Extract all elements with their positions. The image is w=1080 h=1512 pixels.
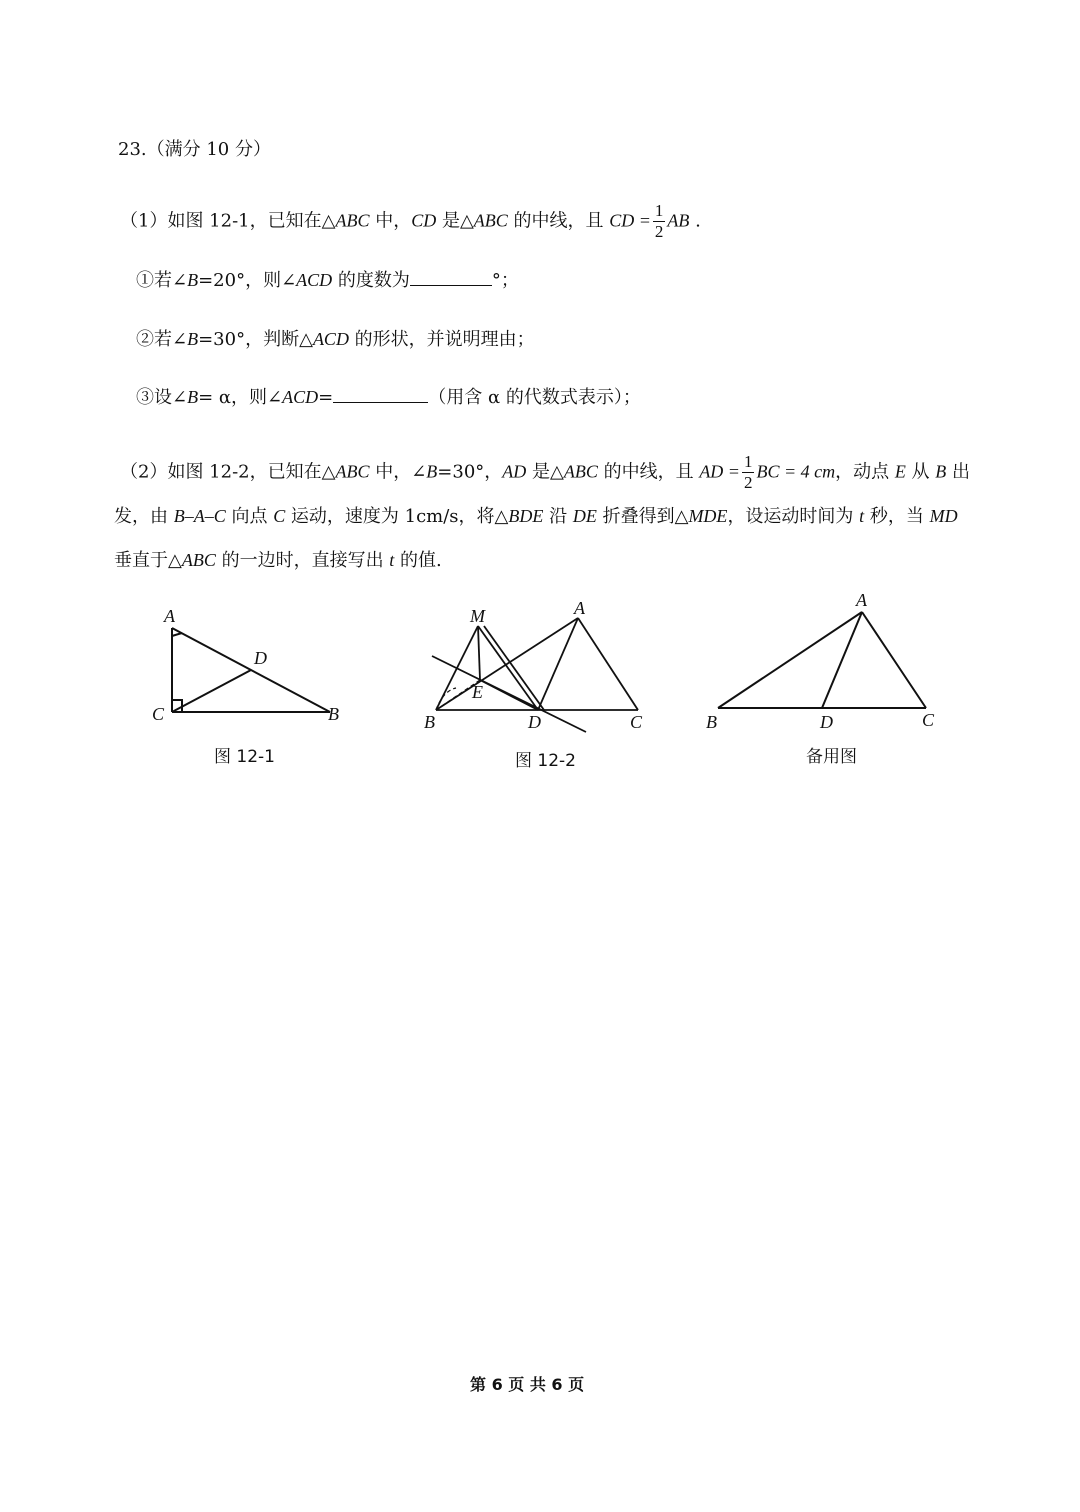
caption-12-2: 图 12-2 <box>515 751 576 771</box>
triangle-acd: ACD <box>312 329 349 349</box>
text-seg: 中，∠ <box>369 461 427 483</box>
segment-de: DE <box>572 506 597 526</box>
fraction-denominator: 2 <box>743 473 753 492</box>
text-seg: ①若∠ <box>136 270 188 291</box>
text-seg: 的度数为 <box>332 270 410 291</box>
var-t: t <box>389 550 395 570</box>
text-seg: （1）如图 12-1，已知在△ <box>120 210 336 232</box>
triangle-abc: ABC <box>335 461 370 482</box>
part1-intro <box>120 201 701 242</box>
text-seg: . <box>689 210 701 232</box>
var-t: t <box>859 506 865 526</box>
var-b: B <box>187 387 199 407</box>
fold-line <box>432 656 586 732</box>
caption-12-1: 图 12-1 <box>214 747 275 767</box>
triangle-bde: BDE <box>508 506 544 526</box>
segment-cd: CD <box>411 210 437 231</box>
var-e: E <box>894 461 906 482</box>
text-seg: 垂直于△ <box>114 550 182 571</box>
angle-acd: ACD <box>296 270 333 290</box>
text-seg: 向点 <box>225 506 274 527</box>
side-ba <box>718 612 862 708</box>
label-c: C <box>152 704 165 724</box>
var-c: C <box>273 506 286 526</box>
label-d: D <box>820 712 833 732</box>
text-seg: 沿 <box>543 506 573 527</box>
triangle-abc: ABC <box>335 210 370 231</box>
answer-blank-1[interactable] <box>410 285 492 286</box>
text-seg: （2）如图 12-2，已知在△ <box>120 461 336 483</box>
label-a: A <box>574 598 585 618</box>
var-b: B <box>935 461 947 482</box>
segment-md <box>478 626 538 710</box>
var-b: B <box>426 461 438 482</box>
sub-question-1 <box>136 268 519 293</box>
figure-12-2 <box>418 596 658 738</box>
segment-me <box>478 626 480 680</box>
fraction-numerator: 1 <box>743 452 753 471</box>
angle-acd: ACD <box>282 387 319 407</box>
label-m: M <box>470 606 485 626</box>
sub-question-2 <box>136 327 535 352</box>
path-bac: B–A–C <box>173 506 226 526</box>
text-seg: °； <box>491 270 519 291</box>
triangle-abc: ABC <box>563 461 598 482</box>
text-seg: 折叠得到△ <box>596 506 689 527</box>
side-ac <box>578 618 638 710</box>
segment-ab: AB <box>667 210 690 231</box>
triangle-abc: ABC <box>473 210 508 231</box>
text-seg: 从 <box>905 461 936 483</box>
fraction-half <box>742 452 755 493</box>
text-seg: =30°，判断△ <box>198 329 313 350</box>
text-seg: ，设运动时间为 <box>727 506 860 527</box>
text-seg: 发，由 <box>114 506 174 527</box>
figure-spare <box>700 590 945 735</box>
text-seg: =30°， <box>437 461 503 483</box>
label-d: D <box>254 648 267 668</box>
text-seg: 是△ <box>436 210 474 232</box>
text-seg: = <box>318 387 334 408</box>
label-c: C <box>922 710 935 730</box>
part2-line-3 <box>114 548 442 573</box>
side-ac <box>862 612 926 708</box>
text-seg: 运动，速度为 1cm/s，将△ <box>285 506 509 527</box>
question-header: 23.（满分 10 分） <box>118 139 271 160</box>
label-b: B <box>424 712 435 732</box>
text-seg: 中， <box>369 210 412 232</box>
text-seg: ②若∠ <box>136 329 188 350</box>
label-a: A <box>856 590 867 610</box>
label-b: B <box>706 712 717 732</box>
median-cd <box>172 670 251 712</box>
label-e: E <box>472 682 483 702</box>
fraction-half <box>653 201 666 242</box>
text-seg: （用含 α 的代数式表示）； <box>428 387 641 408</box>
text-seg: 的一边时，直接写出 <box>215 550 390 571</box>
answer-blank-2[interactable] <box>333 402 428 403</box>
side-ba <box>436 618 578 710</box>
label-b: B <box>328 704 339 724</box>
figure-12-1 <box>140 598 370 738</box>
page-footer: 第 6 页 共 6 页 <box>470 1375 585 1394</box>
text-seg: ③设∠ <box>136 387 188 408</box>
triangle-abc: ABC <box>181 550 216 570</box>
cd-equals: CD = <box>609 210 651 231</box>
text-seg: 出 <box>946 461 971 483</box>
angle-mark-a <box>172 633 182 636</box>
segment-md: MD <box>929 506 958 526</box>
segment-ad: AD <box>502 461 527 482</box>
triangle-mde: MDE <box>688 506 728 526</box>
bc-equals: BC = 4 cm <box>756 461 836 482</box>
part2-line-2 <box>114 504 958 529</box>
text-seg: 是△ <box>526 461 564 483</box>
text-seg: 秒，当 <box>864 506 930 527</box>
ad-equals: AD = <box>699 461 740 482</box>
text-seg: 的值. <box>394 550 442 571</box>
label-d: D <box>528 712 541 732</box>
sub-question-3 <box>136 385 641 410</box>
text-seg: 的形状，并说明理由； <box>348 329 535 350</box>
var-b: B <box>187 270 199 290</box>
text-seg: ，动点 <box>835 461 895 483</box>
text-seg: =20°，则∠ <box>198 270 297 291</box>
text-seg: 的中线，且 <box>597 461 700 483</box>
label-a: A <box>164 606 175 626</box>
part2-line-1 <box>120 452 970 493</box>
var-b: B <box>187 329 199 349</box>
label-c: C <box>630 712 643 732</box>
fraction-denominator: 2 <box>654 222 664 241</box>
caption-spare: 备用图 <box>806 747 857 767</box>
text-seg: = α，则∠ <box>198 387 283 408</box>
text-seg: 的中线，且 <box>507 210 610 232</box>
fraction-numerator: 1 <box>654 201 664 220</box>
